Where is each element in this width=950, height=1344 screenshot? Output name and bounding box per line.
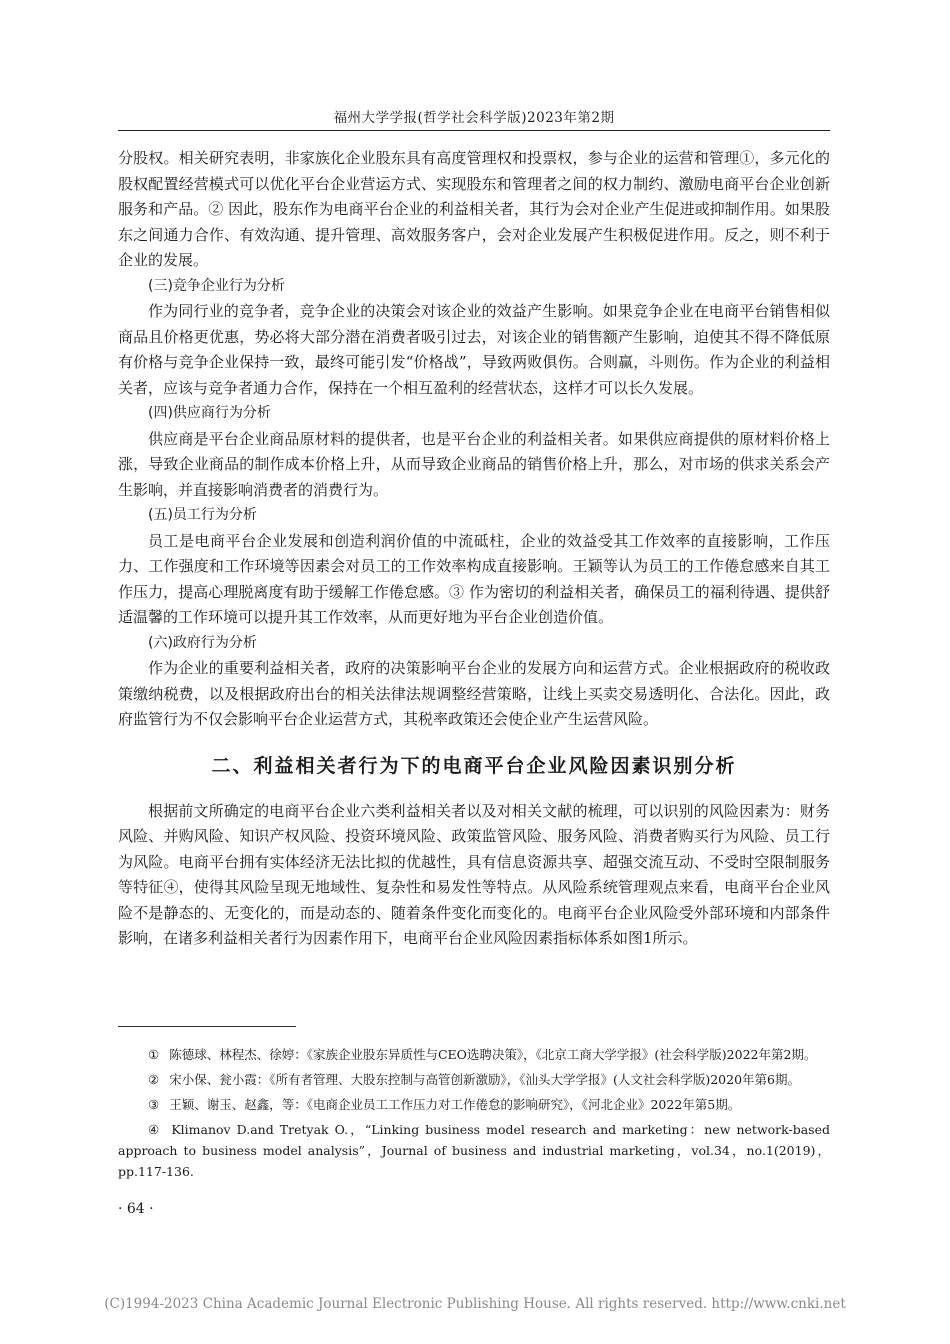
paragraph: 作为同行业的竞争者，竞争企业的决策会对该企业的效益产生影响。如果竞争企业在电商平台销售相似商品且价格更优惠，势必将大部分潜在消费者吸引过去，对该企业的销售额产生影响，迫使其不得不降低原有价格与竞争企业保持一致，最终可能引发“价格战”，导致两败俱伤。合则赢，斗则伤。作为企业的利益相关者，应该与竞争者通力合作，保持在一个相互盈利的经营状态，这样才可以长久发展。 xyxy=(118,302,830,397)
paragraph: 作为企业的重要利益相关者，政府的决策影响平台企业的发展方向和运营方式。企业根据政府的税收政策缴纳税费，以及根据政府出台的相关法律法规调整经营策略，让线上买卖交易透明化、合法化。因此，政府监管行为不仅会影响平台企业运营方式，其税率政策还会使企业产生运营风险。 xyxy=(118,659,830,728)
section-title: 二、利益相关者行为下的电商平台企业风险因素识别分析 xyxy=(211,754,737,777)
footnote-mark: ③ xyxy=(148,1097,160,1112)
page-number: · 64 · xyxy=(118,1201,154,1217)
footnote-text: 王颖、谢玉、赵鑫，等：《电商企业员工工作压力对工作倦怠的影响研究》，《河北企业》2022年第5期。 xyxy=(169,1097,741,1112)
footnote-text: Klimanov D.and Tretyak O.，“Linking business model research and marketing：new network-based approach to business model analysis”，Journal of business and industrial marketing，vol.34，no.1(2019)，pp.117-136. xyxy=(118,1122,830,1179)
subheading: (三)竞争企业行为分析 xyxy=(148,277,285,294)
paragraph: 员工是电商平台企业发展和创造利润价值的中流砥柱，企业的效益受其工作效率的直接影响，工作压力、工作强度和工作环境等因素会对员工的工作效率构成直接影响。王颖等认为员工的工作倦怠感来自其工作压力，提高心理脱离度有助于缓解工作倦怠感。③ 作为密切的利益相关者，确保员工的福利待遇、提供舒适温馨的工作环境可以提升其工作效率，从而更好地为平台企业创造价值。 xyxy=(118,531,830,626)
footnote-mark: ① xyxy=(148,1047,160,1062)
footnote-mark: ④ xyxy=(148,1122,162,1137)
footnote-text: 陈德球、林程杰、徐婷：《家族企业股东异质性与CEO选聘决策》，《北京工商大学学报》(社会科学版)2022年第2期。 xyxy=(169,1047,817,1062)
paragraph: 根据前文所确定的电商平台企业六类利益相关者以及对相关文献的梳理，可以识别的风险因素为：财务风险、并购风险、知识产权风险、投资环境风险、政策监管风险、服务风险、消费者购买行为风险、员工行为风险。电商平台拥有实体经济无法比拟的优越性，具有信息资源共享、超强交流互动、不受时空限制服务等特征④，使得其风险呈现无地域性、复杂性和易发性等特点。从风险系统管理观点来看，电商平台企业风险不是静态的、无变化的，而是动态的、随着条件变化而变化的。电商平台企业风险受外部环境和内部条件影响，在诸多利益相关者行为因素作用下，电商平台企业风险因素指标体系如图1所示。 xyxy=(118,801,830,947)
subheading: (四)供应商行为分析 xyxy=(148,405,271,421)
footnote xyxy=(118,1094,830,1115)
paragraph: 分股权。相关研究表明，非家族化企业股东具有高度管理权和投票权，参与企业的运营和管理①，多元化的股权配置经营模式可以优化平台企业营运方式、实现股东和管理者之间的权力制约、激励电商平台企业创新服务和产品。② 因此，股东作为电商平台企业的利益相关者，其行为会对企业产生促进或抑制作用。如果股东之间通力合作、有效沟通、提升管理、高效服务客户，会对企业发展产生积极促进作用。反之，则不利于企业的发展。 xyxy=(118,149,830,269)
header-rule xyxy=(118,130,830,131)
article-body xyxy=(118,146,830,952)
footnote-text: 宋小保、瓮小霞：《所有者管理、大股东控制与高管创新激励》，《汕头大学学报》(人文社会科学版)2020年第6期。 xyxy=(169,1072,800,1087)
running-header: 福州大学学报(哲学社会科学版)2023年第2期 xyxy=(333,110,615,126)
footnote-rule xyxy=(118,1026,296,1027)
footnote xyxy=(118,1044,830,1065)
subheading: (五)员工行为分析 xyxy=(148,507,257,523)
footnote xyxy=(118,1119,830,1182)
footnote-mark: ② xyxy=(148,1072,160,1087)
subheading: (六)政府行为分析 xyxy=(148,634,257,651)
copyright-watermark: (C)1994-2023 China Academic Journal Electronic Publishing House. All rights reserved. http://www.cnki.net xyxy=(104,1296,846,1312)
footnotes xyxy=(118,1044,830,1186)
footnote xyxy=(118,1069,830,1090)
paragraph: 供应商是平台企业商品原材料的提供者，也是平台企业的利益相关者。如果供应商提供的原材料价格上涨，导致企业商品的制作成本价格上升，从而导致企业商品的销售价格上升，那么，对市场的供求关系会产生影响，并直接影响消费者的消费行为。 xyxy=(118,429,830,499)
